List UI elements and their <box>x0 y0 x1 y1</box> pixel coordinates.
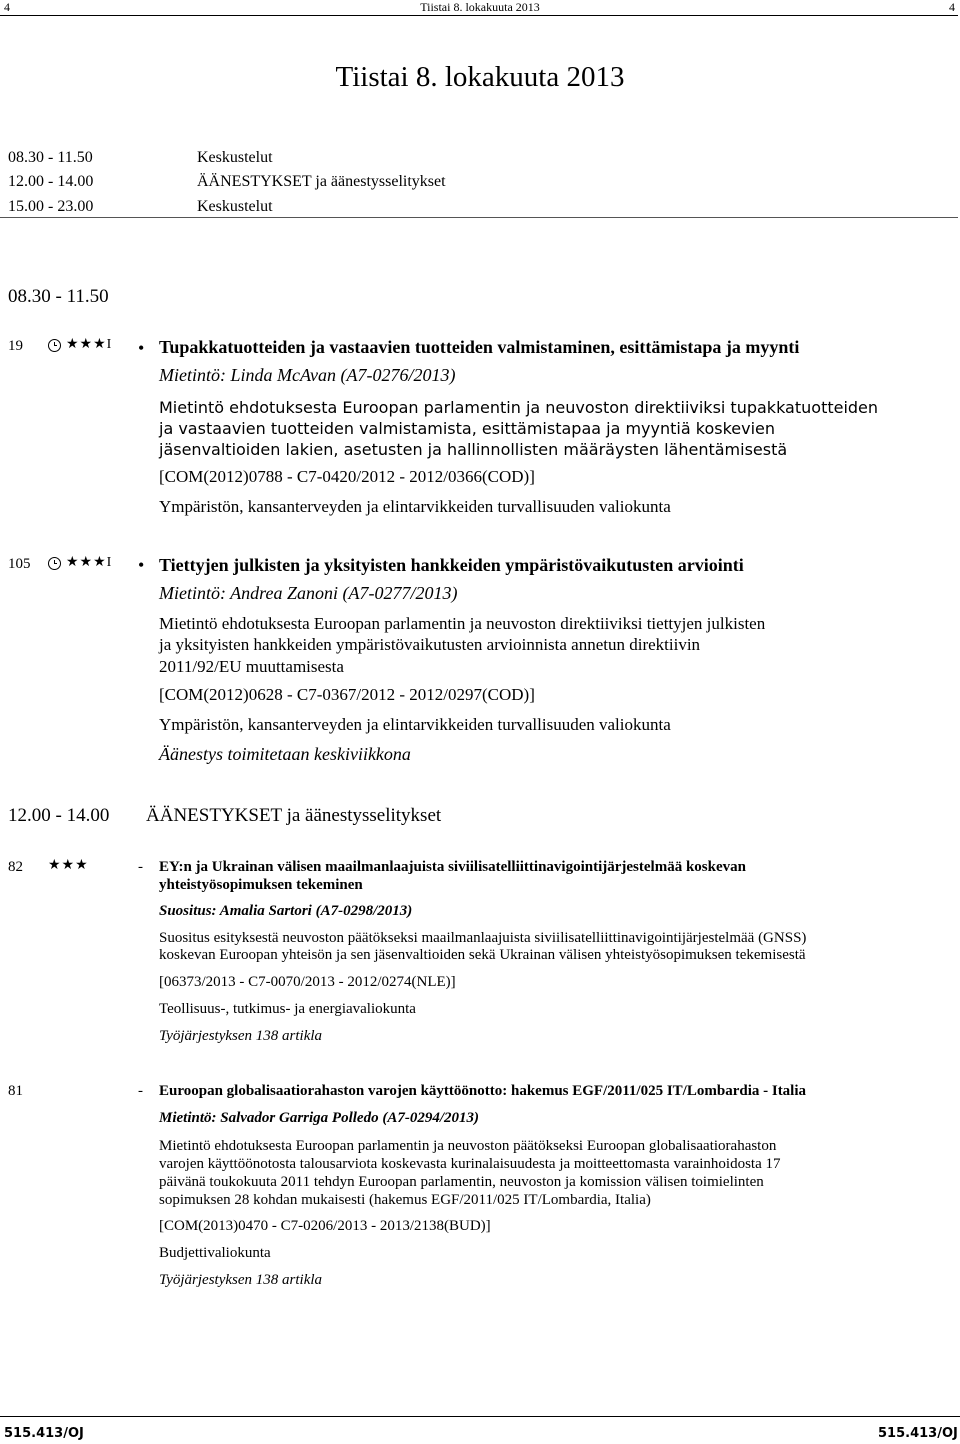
schedule-label: ÄÄNESTYKSET ja äänestysselitykset <box>197 173 446 190</box>
stars-icon: ★★★I <box>66 555 113 570</box>
item-rapporteur: Suositus: Amalia Sartori (A7-0298/2013) <box>159 903 413 919</box>
clock-icon <box>48 557 61 570</box>
schedule-label: Keskustelut <box>197 149 273 166</box>
item-description: Mietintö ehdotuksesta Euroopan parlamentin ja neuvoston päätökseksi Euroopan globalisaatiorahaston <box>159 1138 777 1154</box>
item-description: Suositus esityksestä neuvoston päätökseksi maailmanlaajuista siviilisatelliittinavigointijärjestelmää (GNSS) <box>159 930 807 946</box>
item-reference: [COM(2013)0470 - C7-0206/2013 - 2013/2138(BUD)] <box>159 1218 491 1234</box>
schedule-table <box>0 143 958 218</box>
bullet-icon: • <box>138 338 145 358</box>
item-reference: [COM(2012)0788 - C7-0420/2012 - 2012/0366(COD)] <box>159 467 535 486</box>
item-number: 82 <box>8 859 23 875</box>
header-page-number-right: 4 <box>949 0 955 14</box>
item-dash: - <box>138 859 143 875</box>
item-rapporteur: Mietintö: Andrea Zanoni (A7-0277/2013) <box>159 583 458 603</box>
item-reference: [COM(2012)0628 - C7-0367/2012 - 2012/0297(COD)] <box>159 685 535 704</box>
stars-icon: ★★★I <box>66 337 113 352</box>
item-number: 81 <box>8 1083 23 1099</box>
item-article: Työjärjestyksen 138 artikla <box>159 1028 323 1044</box>
header-page-number-left: 4 <box>4 0 10 14</box>
schedule-label: Keskustelut <box>197 198 273 215</box>
section-heading: ÄÄNESTYKSET ja äänestysselitykset <box>146 805 442 826</box>
header-date: Tiistai 8. lokakuuta 2013 <box>420 0 540 14</box>
stars-icon: ★★★ <box>48 858 89 873</box>
page-title: Tiistai 8. lokakuuta 2013 <box>335 61 625 93</box>
section-time: 08.30 - 11.50 <box>8 286 109 307</box>
item-committee: Teollisuus-, tutkimus- ja energiavaliokunta <box>159 1001 416 1017</box>
footer-divider <box>0 1416 960 1417</box>
item-title: Tupakkatuotteiden ja vastaavien tuotteiden valmistaminen, esittämistapa ja myynti <box>159 337 800 357</box>
clock-icon <box>48 339 61 352</box>
item-description: Mietintö ehdotuksesta Euroopan parlamentin ja neuvoston direktiiviksi tiettyjen julkisten <box>159 614 766 633</box>
schedule-time: 12.00 - 14.00 <box>8 173 94 190</box>
item-title: yhteistyösopimuksen tekeminen <box>159 877 363 893</box>
item-number: 19 <box>8 338 23 354</box>
item-article: Työjärjestyksen 138 artikla <box>159 1272 323 1288</box>
bullet-icon: • <box>138 555 145 575</box>
footer-doc-ref-left: 515.413/OJ <box>4 1426 84 1441</box>
item-description: Mietintö ehdotuksesta Euroopan parlamentin ja neuvoston direktiiviksi tupakkatuotteiden <box>159 398 879 417</box>
item-title: Tiettyjen julkisten ja yksityisten hankkeiden ympäristövaikutusten arviointi <box>159 555 744 575</box>
section-time: 12.00 - 14.00 <box>8 805 110 826</box>
item-description: ja vastaavien tuotteiden valmistamista, esittämistapaa ja myyntiä koskevien <box>159 419 775 438</box>
item-description: päivänä toukokuuta 2011 tehdyn Euroopan parlamentin, neuvoston ja komission välisen toimielinten <box>159 1174 764 1190</box>
item-number: 105 <box>8 556 31 572</box>
item-rapporteur: Mietintö: Salvador Garriga Polledo (A7-0294/2013) <box>159 1110 479 1126</box>
item-description: koskevan Euroopan yhteisön ja sen jäsenvaltioiden sekä Ukrainan välisen yhteistyösopimuksen tekemisestä <box>159 947 806 963</box>
header-divider <box>0 15 958 16</box>
item-committee: Ympäristön, kansanterveyden ja elintarvikkeiden turvallisuuden valiokunta <box>159 497 671 516</box>
item-rapporteur: Mietintö: Linda McAvan (A7-0276/2013) <box>159 365 456 385</box>
schedule-time: 15.00 - 23.00 <box>8 198 94 215</box>
item-title: EY:n ja Ukrainan välisen maailmanlaajuista siviilisatelliittinavigointijärjestelmää koskevan <box>159 859 746 875</box>
item-title: Euroopan globalisaatiorahaston varojen käyttöönotto: hakemus EGF/2011/025 IT/Lombardia - Italia <box>159 1083 807 1099</box>
item-dash: - <box>138 1083 143 1099</box>
item-committee: Budjettivaliokunta <box>159 1245 271 1261</box>
item-description: varojen käyttöönotosta talousarviota koskevasta kurinalaisuudesta ja moitteettomasta varainhoidosta 17 <box>159 1156 781 1172</box>
footer-doc-ref-right: 515.413/OJ <box>878 1426 958 1441</box>
item-description: ja yksityisten hankkeiden ympäristövaikutusten arvioinnista annetun direktiivin <box>159 635 701 654</box>
item-description: 2011/92/EU muuttamisesta <box>159 657 344 676</box>
item-description: jäsenvaltioiden lakien, asetusten ja hallinnollisten määräysten lähentämisestä <box>159 440 788 459</box>
item-reference: [06373/2013 - C7-0070/2013 - 2012/0274(NLE)] <box>159 974 456 990</box>
item-description: sopimuksen 28 kohdan mukaisesti (hakemus EGF/2011/025 IT/Lombardia, Italia) <box>159 1192 651 1208</box>
item-note: Äänestys toimitetaan keskiviikkona <box>159 744 411 764</box>
schedule-time: 08.30 - 11.50 <box>8 149 93 166</box>
item-committee: Ympäristön, kansanterveyden ja elintarvikkeiden turvallisuuden valiokunta <box>159 715 671 734</box>
